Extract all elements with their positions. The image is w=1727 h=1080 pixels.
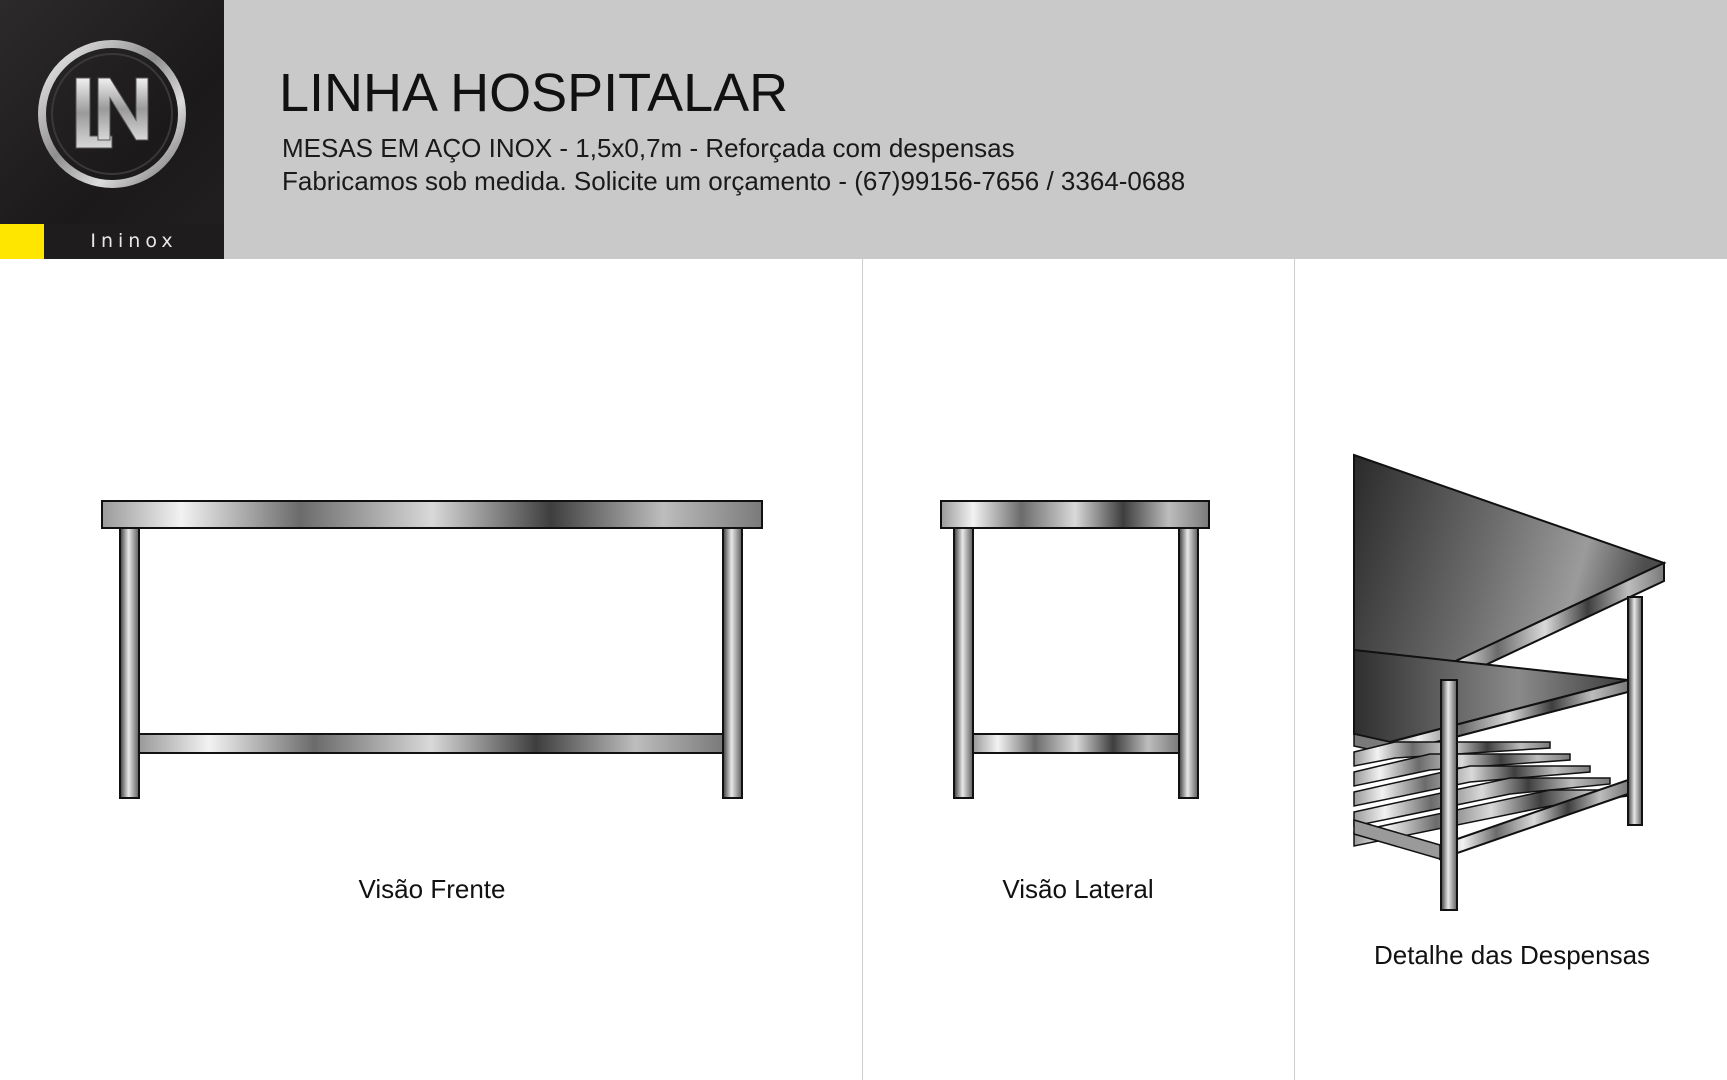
side-leg-right xyxy=(1179,528,1198,798)
side-crossbar xyxy=(973,734,1179,753)
caption-front-view: Visão Frente xyxy=(358,874,506,904)
page-title: LINHA HOSPITALAR xyxy=(279,63,789,123)
detail-table xyxy=(1354,455,1664,910)
front-leg-right xyxy=(723,528,742,798)
side-table xyxy=(941,501,1209,798)
product-subtitle: MESAS EM AÇO INOX - 1,5x0,7m - Reforçada com despensas xyxy=(282,133,1015,163)
detail-leg-back xyxy=(1628,597,1642,825)
detail-leg-front xyxy=(1441,680,1457,910)
caption-side-view: Visão Lateral xyxy=(1002,874,1154,904)
front-table xyxy=(102,501,762,798)
front-leg-left xyxy=(120,528,139,798)
contact-line: Fabricamos sob medida. Solicite um orçamento - (67)99156-7656 / 3364-0688 xyxy=(282,166,1186,196)
side-leg-left xyxy=(954,528,973,798)
front-tabletop xyxy=(102,501,762,528)
side-tabletop xyxy=(941,501,1209,528)
front-crossbar xyxy=(139,734,723,753)
caption-detail-view: Detalhe das Despensas xyxy=(1373,940,1651,970)
brand-name: Ininox xyxy=(90,230,178,252)
